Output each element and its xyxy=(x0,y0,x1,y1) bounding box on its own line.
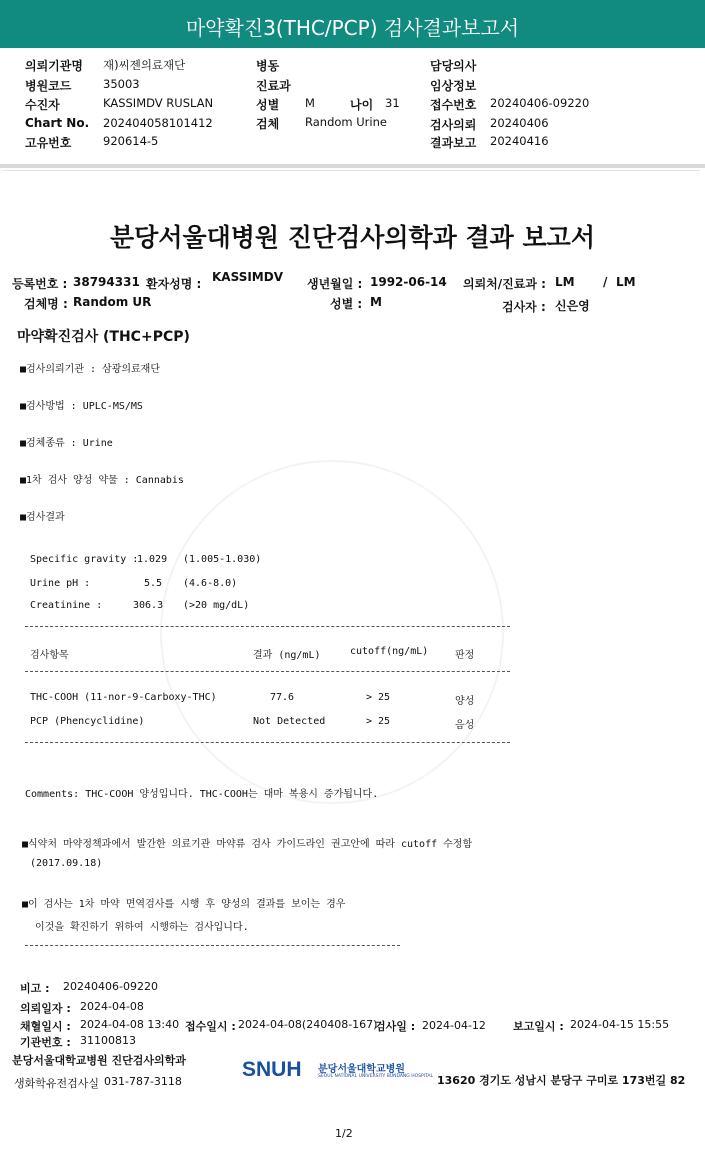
qc-range: (1.005-1.030) xyxy=(183,554,262,565)
test-date-label: 검사일 : xyxy=(375,1020,416,1033)
hospital-address: 13620 경기도 성남시 분당구 구미로 173번길 82 xyxy=(437,1074,686,1087)
qc-label: Urine pH : xyxy=(30,578,91,589)
header-value: KASSIMDV RUSLAN xyxy=(103,96,214,110)
divider-line xyxy=(25,671,510,672)
report-header-title: 마약확진3(THC/PCP) 검사결과보고서 xyxy=(185,16,520,40)
report-date-value: 2024-04-15 15:55 xyxy=(570,1018,670,1031)
comments: Comments: THC-COOH 양성입니다. THC-COOH는 대마 복용시 증가됩니다. xyxy=(25,789,379,800)
header-value: 920614-5 xyxy=(103,134,159,148)
divider-line xyxy=(25,945,400,946)
qc-value: 5.5 xyxy=(144,578,163,589)
header-label: 임상정보 xyxy=(430,79,477,93)
report-date-label: 보고일시 : xyxy=(513,1020,564,1033)
info-item: ■1차 검사 양성 약물 : Cannabis xyxy=(20,475,184,486)
specimen-label: 검체명 : xyxy=(24,297,68,311)
table-header-item: 검사항목 xyxy=(30,650,69,661)
reg-value: 38794331 xyxy=(73,275,140,289)
dept-separator: / xyxy=(603,275,608,289)
collect-value: 2024-04-08 13:40 xyxy=(80,1018,180,1031)
header-label: 나이 xyxy=(350,98,374,112)
header-value: 20240406-09220 xyxy=(490,96,590,110)
info-item: ■검체종류 : Urine xyxy=(20,438,113,449)
info-item: ■검사결과 xyxy=(20,512,65,523)
header-label: Chart No. xyxy=(25,116,90,130)
qc-range: (4.6-8.0) xyxy=(183,578,238,589)
sex-value: M xyxy=(370,295,382,309)
report-header-bar xyxy=(0,0,705,48)
section-title: 마약확진검사 (THC+PCP) xyxy=(17,329,190,345)
table-header-cutoff: cutoff(ng/mL) xyxy=(350,646,429,657)
table-cell-judgement: 음성 xyxy=(455,720,475,731)
snuh-logo: SNUH xyxy=(242,1058,302,1081)
header-value: Random Urine xyxy=(305,115,387,129)
table-cell-result: 77.6 xyxy=(270,692,295,703)
qc-range: (>20 mg/dL) xyxy=(183,600,250,611)
header-label: 병동 xyxy=(256,59,280,73)
note-cutoff-date: (2017.09.18) xyxy=(30,858,103,869)
header-value: 202404058101412 xyxy=(103,116,213,130)
bigo-value: 20240406-09220 xyxy=(63,980,158,993)
tester-label: 검사자 : xyxy=(502,300,546,314)
reg-label: 등록번호 : xyxy=(12,277,68,291)
specimen-value: Random UR xyxy=(73,295,152,309)
receipt-value: 2024-04-08(240408-167) xyxy=(238,1018,378,1031)
header-label: 병원코드 xyxy=(25,79,72,93)
table-header-result: 결과 (ng/mL) xyxy=(253,650,321,661)
header-label: 진료과 xyxy=(256,79,291,93)
snuh-logo-english: SEOUL NATIONAL UNIVERSITY BUNDANG HOSPITAL xyxy=(318,1074,434,1079)
collect-label: 채혈일시 : xyxy=(20,1020,71,1033)
org-number-label: 기관번호 : xyxy=(20,1036,71,1049)
note-confirmatory-2: 이것을 확진하기 위하여 시행하는 검사입니다. xyxy=(35,922,249,933)
divider-line xyxy=(25,742,510,743)
header-label: 검사의뢰 xyxy=(430,118,477,132)
table-cell-item: THC-COOH (11-nor-9-Carboxy-THC) xyxy=(30,692,217,703)
patient-value: KASSIMDV xyxy=(212,270,283,284)
report-title: 분당서울대병원 진단검사의학과 결과 보고서 xyxy=(110,223,595,252)
table-cell-judgement: 양성 xyxy=(455,696,475,707)
qc-value: 306.3 xyxy=(133,600,164,611)
tester-value: 신은영 xyxy=(555,299,590,313)
info-item: ■검사의뢰기관 : 삼광의료재단 xyxy=(20,364,161,375)
note-confirmatory: ■이 검사는 1차 마약 면역검사를 시행 후 양성의 결과를 보이는 경우 xyxy=(22,899,346,910)
table-header-judgement: 판정 xyxy=(455,650,475,661)
snuh-logo-korean: 분당서울대학교병원 xyxy=(318,1064,405,1075)
test-date-value: 2024-04-12 xyxy=(422,1019,486,1032)
header-label: 담당의사 xyxy=(430,59,477,73)
receipt-label: 접수일시 : xyxy=(185,1020,236,1033)
header-label: 고유번호 xyxy=(25,136,72,150)
lab-name: 생화학유전검사실 xyxy=(14,1077,100,1090)
header-value: 재)씨젠의료재단 xyxy=(103,58,186,72)
org-number-value: 31100813 xyxy=(80,1034,136,1047)
qc-label: Specific gravity : xyxy=(30,554,139,565)
table-cell-item: PCP (Phencyclidine) xyxy=(30,716,145,727)
dob-value: 1992-06-14 xyxy=(370,275,447,289)
dept-value: LM xyxy=(555,275,575,289)
sex-label: 성별 : xyxy=(330,297,363,311)
dept-label: 의뢰처/진료과 : xyxy=(463,277,546,291)
request-date-label: 의뢰일자 : xyxy=(20,1002,71,1015)
info-item: ■검사방법 : UPLC-MS/MS xyxy=(20,401,143,412)
divider-line xyxy=(25,626,510,627)
watermark-seal xyxy=(160,460,504,804)
header-value: M xyxy=(305,96,315,110)
header-divider xyxy=(0,164,705,168)
qc-label: Creatinine : xyxy=(30,600,103,611)
note-cutoff: ■식약처 마약정책과에서 발간한 의료기관 마약류 검사 가이드라인 권고안에 따라 cutoff 수정함 xyxy=(22,839,473,850)
header-value: 31 xyxy=(385,96,400,110)
table-cell-cutoff: > 25 xyxy=(366,716,391,727)
qc-value: 1.029 xyxy=(137,554,168,565)
lab-phone: 031-787-3118 xyxy=(104,1075,182,1088)
table-cell-cutoff: > 25 xyxy=(366,692,391,703)
header-label: 검체 xyxy=(256,117,280,131)
dept-value-2: LM xyxy=(616,275,636,289)
header-label: 수진자 xyxy=(25,98,60,112)
page-number: 1/2 xyxy=(335,1127,353,1140)
dob-label: 생년월일 : xyxy=(307,277,363,291)
table-cell-result: Not Detected xyxy=(253,716,326,727)
header-label: 성별 xyxy=(256,98,280,112)
patient-label: 환자성명 : xyxy=(146,277,202,291)
dept-name: 분당서울대학교병원 진단검사의학과 xyxy=(12,1054,186,1067)
request-date-value: 2024-04-08 xyxy=(80,1000,144,1013)
header-value: 20240406 xyxy=(490,116,549,130)
header-value: 35003 xyxy=(103,77,140,91)
header-label: 의뢰기관명 xyxy=(25,59,83,73)
header-label: 접수번호 xyxy=(430,98,477,112)
header-value: 20240416 xyxy=(490,134,549,148)
bigo-label: 비고 : xyxy=(20,982,50,995)
header-label: 결과보고 xyxy=(430,136,477,150)
